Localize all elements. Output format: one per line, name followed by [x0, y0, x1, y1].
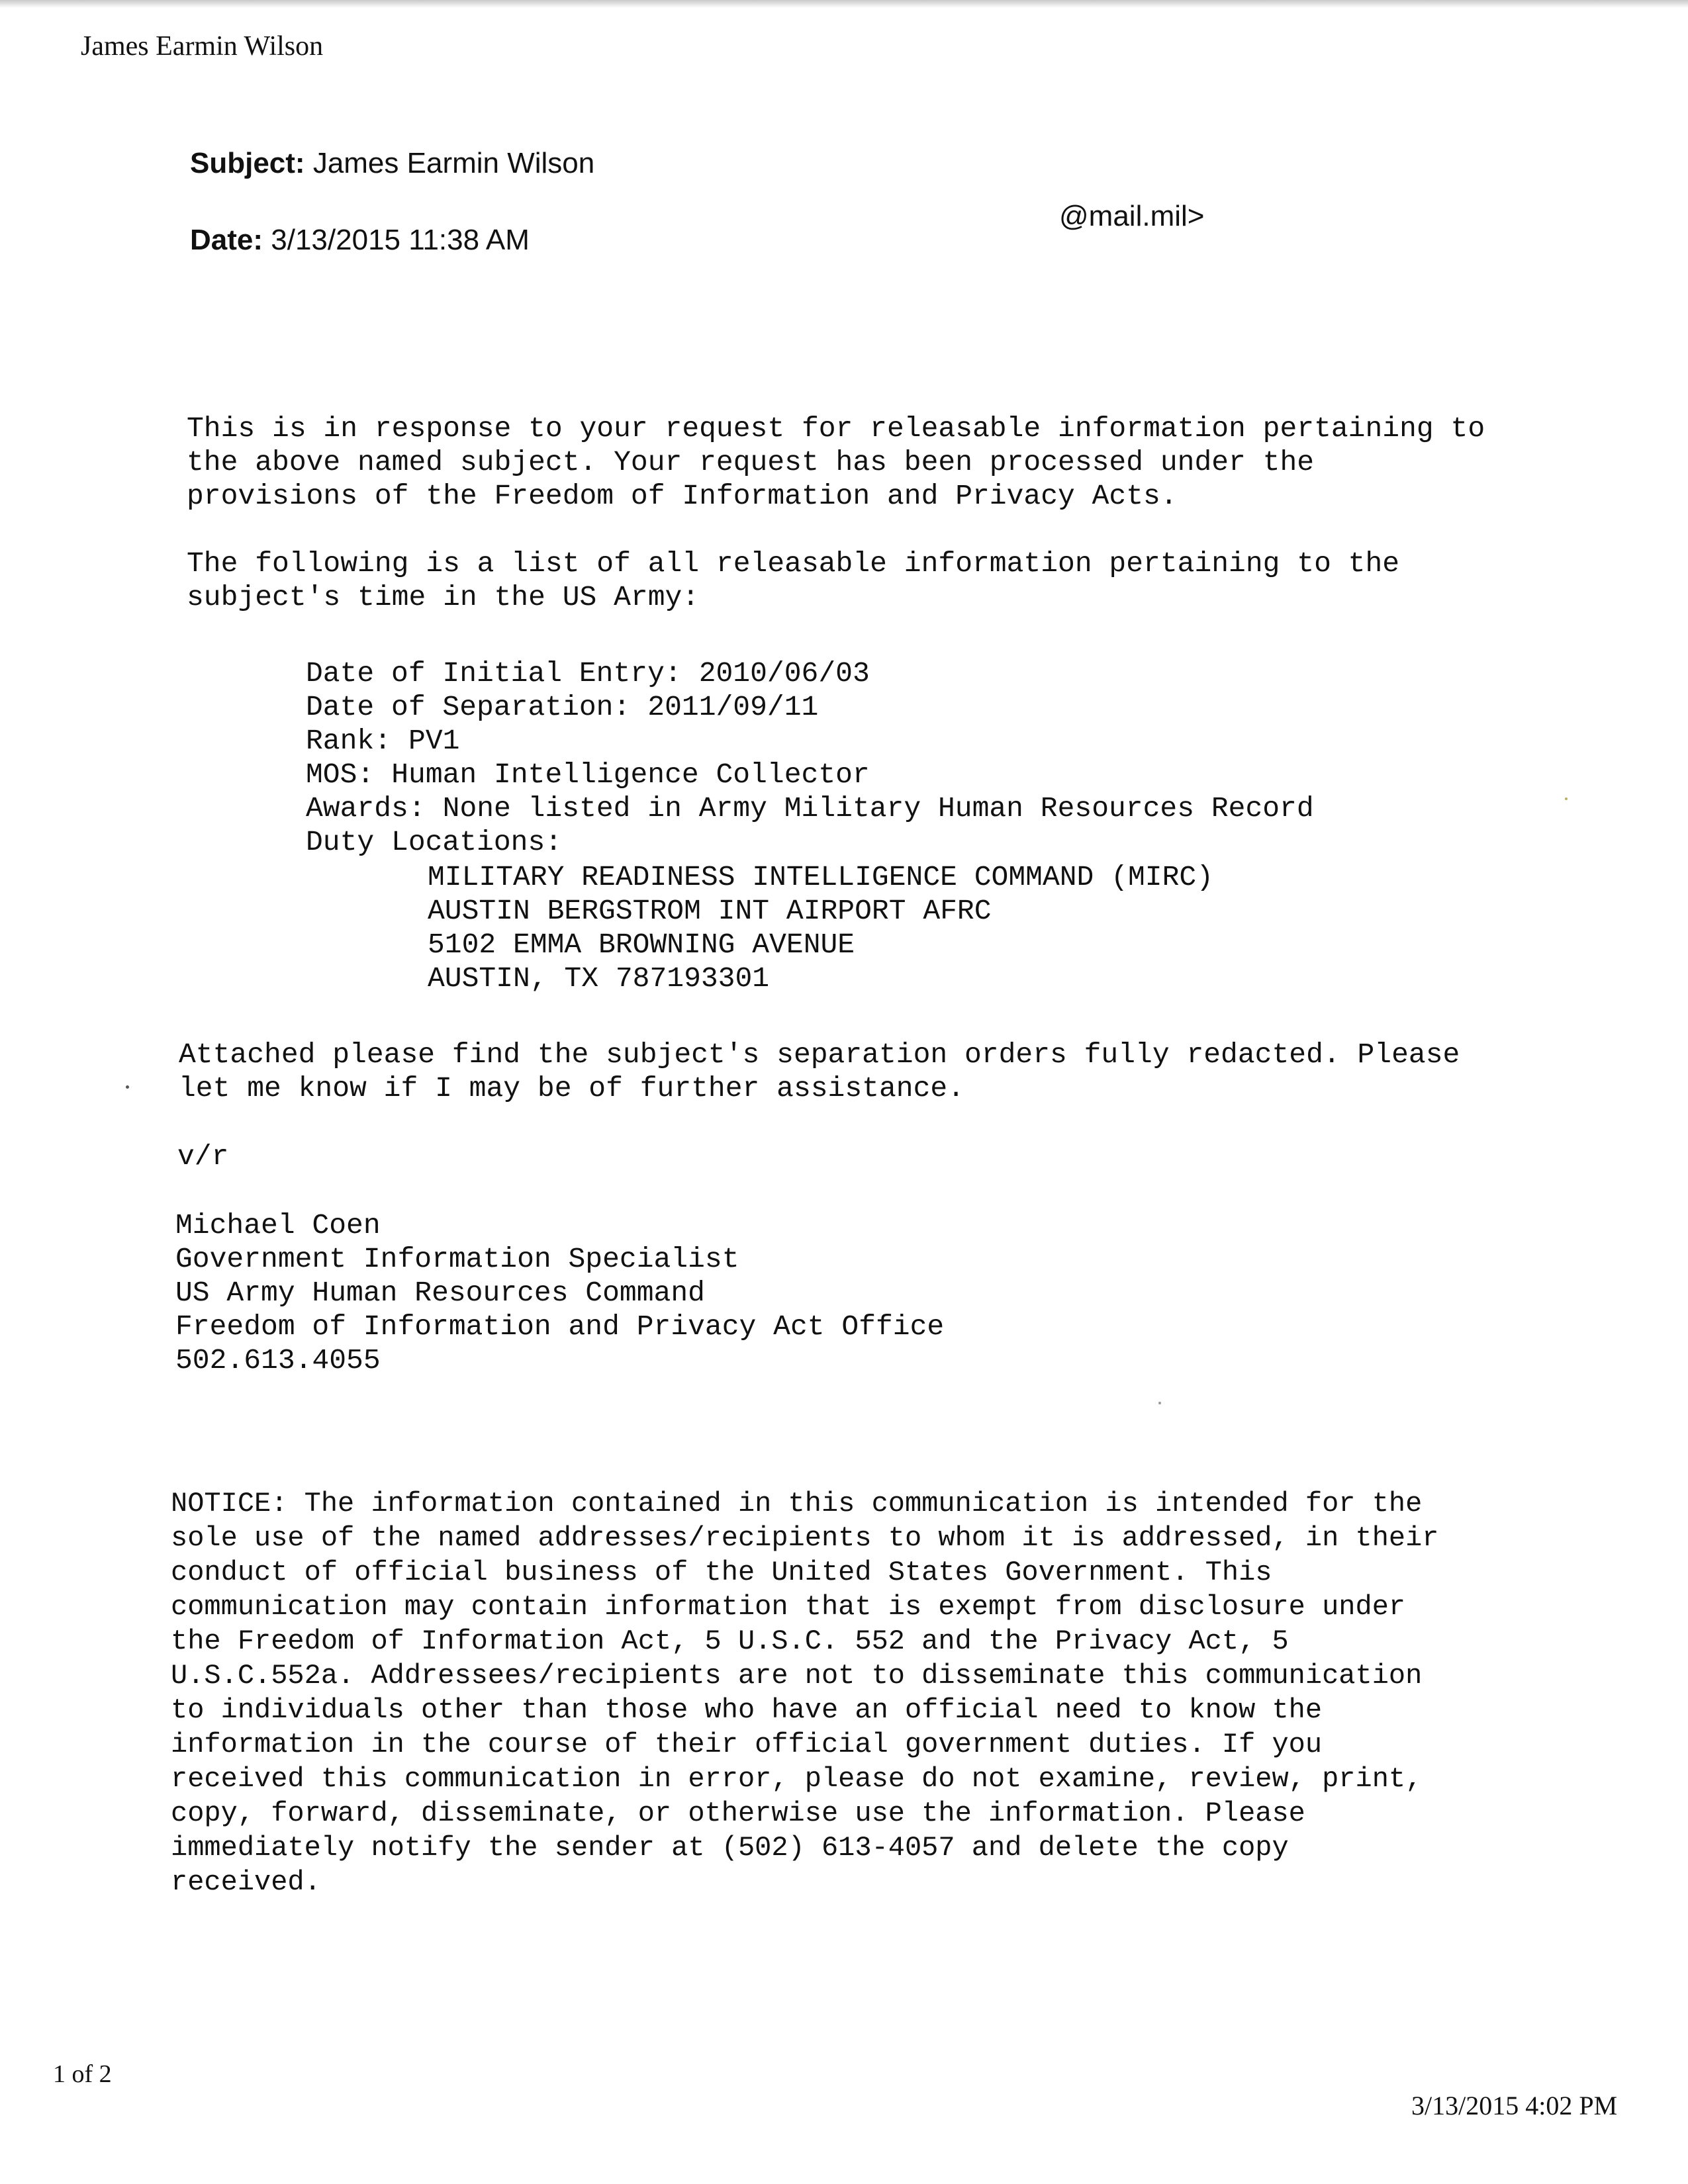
scan-speck: [126, 1085, 129, 1089]
address-line: AUSTIN BERGSTROM INT AIRPORT AFRC: [428, 895, 992, 927]
attached-line: Attached please find the subject's separation orders fully redacted. Please: [179, 1038, 1460, 1071]
field-mos: [306, 758, 1314, 792]
field-label: MOS:: [306, 758, 375, 791]
notice-line: conduct of official business of the United States Government. This: [171, 1557, 1272, 1588]
field-separation: [306, 690, 1314, 724]
address-line: 5102 EMMA BROWNING AVENUE: [428, 929, 855, 961]
intro-line: the above named subject. Your request has been processed under the: [187, 446, 1315, 478]
list-intro-line: The following is a list of all releasable information pertaining to the: [187, 547, 1400, 580]
field-rank: [306, 724, 1314, 758]
notice-line: immediately notify the sender at (502) 613-4057 and delete the copy: [171, 1832, 1289, 1864]
signature-name: Michael Coen: [175, 1209, 381, 1242]
duty-location-address: [428, 860, 1213, 995]
intro-line: This is in response to your request for releasable information pertaining to: [187, 412, 1485, 445]
notice-line: copy, forward, disseminate, or otherwise use the information. Please: [171, 1797, 1305, 1829]
service-record-fields: [306, 657, 1314, 859]
notice-line: received.: [171, 1866, 321, 1898]
address-line: MILITARY READINESS INTELLIGENCE COMMAND (MIRC): [428, 861, 1213, 893]
field-label: Date of Initial Entry:: [306, 657, 682, 690]
subject-line: [190, 147, 594, 180]
field-awards: [306, 792, 1314, 825]
scan-edge-shadow: [0, 0, 1688, 8]
sender-name-header: James Earmin Wilson: [81, 31, 324, 62]
date-line: [190, 224, 530, 257]
intro-paragraph: [187, 412, 1485, 513]
field-label: Date of Separation:: [306, 691, 631, 723]
field-duty-locations: [306, 825, 1314, 859]
notice-line: received this communication in error, please do not examine, review, print,: [171, 1763, 1423, 1795]
attached-paragraph: [179, 1038, 1460, 1105]
signature-block: [175, 1208, 944, 1377]
notice-line: NOTICE: The information contained in this communication is intended for the: [171, 1488, 1423, 1520]
date-label: Date:: [190, 224, 263, 256]
signature-title: Government Information Specialist: [175, 1243, 739, 1275]
field-label: Duty Locations:: [306, 826, 563, 858]
attached-line: let me know if I may be of further assistance.: [179, 1072, 964, 1105]
notice-line: communication may contain information that is exempt from disclosure under: [171, 1591, 1406, 1623]
scan-speck: [1158, 1402, 1161, 1404]
field-value: PV1: [408, 725, 460, 757]
subject-value: James Earmin Wilson: [312, 147, 595, 179]
field-label: Awards:: [306, 792, 426, 825]
notice-line: the Freedom of Information Act, 5 U.S.C. 552 and the Privacy Act, 5: [171, 1625, 1289, 1657]
signature-phone: 502.613.4055: [175, 1344, 381, 1377]
print-timestamp: 3/13/2015 4:02 PM: [1411, 2091, 1618, 2120]
field-initial-entry: [306, 657, 1314, 690]
field-value: 2010/06/03: [698, 657, 870, 690]
email-address-fragment: @mail.mil>: [1059, 200, 1205, 232]
scan-speck: [1565, 797, 1568, 800]
notice-line: sole use of the named addresses/recipients to whom it is addressed, in their: [171, 1522, 1439, 1554]
field-value: Human Intelligence Collector: [391, 758, 870, 791]
field-value: None listed in Army Military Human Resources Record: [442, 792, 1314, 825]
list-intro-line: subject's time in the US Army:: [187, 581, 700, 614]
notice-line: information in the course of their official government duties. If you: [171, 1729, 1323, 1760]
field-value: 2011/09/11: [647, 691, 819, 723]
notice-line: U.S.C.552a. Addressees/recipients are not to disseminate this communication: [171, 1660, 1423, 1692]
intro-line: provisions of the Freedom of Information and Privacy Acts.: [187, 480, 1178, 512]
field-label: Rank:: [306, 725, 392, 757]
list-intro-paragraph: [187, 547, 1399, 614]
date-value: 3/13/2015 11:38 AM: [271, 224, 530, 256]
signature-org: US Army Human Resources Command: [175, 1277, 705, 1309]
page-number: 1 of 2: [53, 2060, 112, 2088]
notice-paragraph: [171, 1486, 1439, 1899]
address-line: AUSTIN, TX 787193301: [428, 962, 770, 995]
signature-office: Freedom of Information and Privacy Act Office: [175, 1310, 945, 1343]
subject-label: Subject:: [190, 147, 305, 179]
closing: v/r: [177, 1140, 229, 1173]
notice-line: to individuals other than those who have an official need to know the: [171, 1694, 1323, 1726]
